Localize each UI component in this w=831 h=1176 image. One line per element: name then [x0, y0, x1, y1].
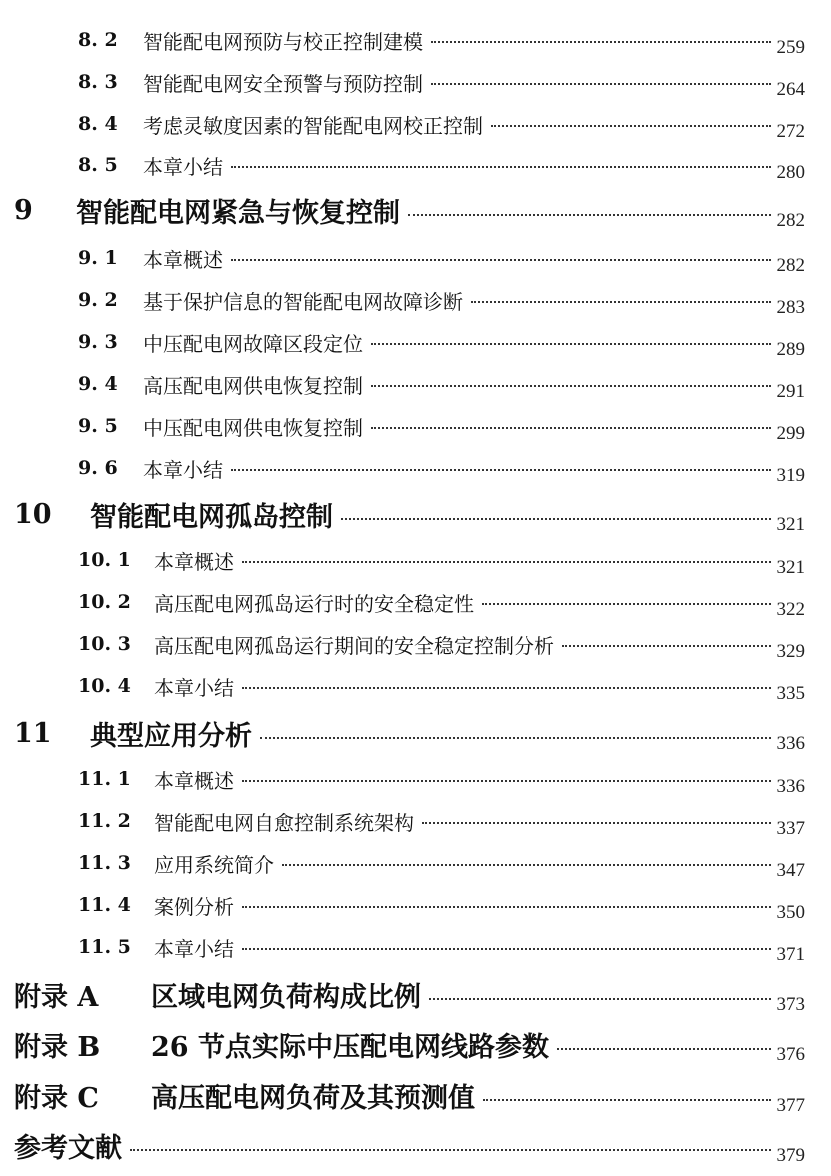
- toc-entry-9-3[interactable]: [0, 322, 831, 362]
- appendix-number: 附录 C: [14, 1082, 99, 1114]
- section-number: 11. 4: [78, 894, 131, 916]
- section-title: 考虑灵敏度因素的智能配电网校正控制: [143, 113, 483, 138]
- toc-entry-8-2[interactable]: [0, 20, 831, 60]
- page-number: 379: [776, 1144, 805, 1166]
- section-number: 9. 6: [78, 457, 118, 479]
- page-number: 336: [776, 775, 805, 797]
- section-number: 11. 2: [78, 810, 131, 832]
- section-number: 9. 3: [78, 331, 118, 353]
- dot-leader: [242, 687, 771, 689]
- dot-leader: [471, 301, 771, 303]
- toc-chapter-10[interactable]: [0, 494, 831, 534]
- toc-references[interactable]: [0, 1125, 831, 1165]
- dot-leader: [282, 864, 771, 866]
- chapter-number: 10: [14, 498, 52, 530]
- dot-leader: [422, 822, 771, 824]
- section-number: 10. 1: [78, 549, 131, 571]
- toc-entry-9-5[interactable]: [0, 406, 831, 446]
- chapter-number: 9: [14, 194, 33, 226]
- page-number: 376: [776, 1043, 805, 1065]
- toc-entry-10-1[interactable]: [0, 540, 831, 580]
- section-title: 本章概述: [154, 549, 234, 574]
- dot-leader: [491, 125, 771, 127]
- toc-appendix-a[interactable]: [0, 974, 831, 1014]
- toc-entry-9-4[interactable]: [0, 364, 831, 404]
- section-title: 本章小结: [154, 675, 234, 700]
- section-title: 高压配电网孤岛运行期间的安全稳定控制分析: [154, 633, 554, 658]
- dot-leader: [431, 41, 771, 43]
- page-number: 264: [776, 78, 805, 100]
- dot-leader: [483, 1099, 771, 1101]
- page-number: 371: [776, 943, 805, 965]
- appendix-title: 26 节点实际中压配电网线路参数: [151, 1031, 549, 1063]
- page-number: 319: [776, 464, 805, 486]
- page-number: 282: [776, 254, 805, 276]
- page-number: 322: [776, 598, 805, 620]
- page-number: 321: [776, 513, 805, 535]
- dot-leader: [242, 561, 771, 563]
- section-title: 本章概述: [154, 768, 234, 793]
- dot-leader: [562, 645, 771, 647]
- section-title: 智能配电网预防与校正控制建模: [143, 29, 423, 54]
- toc-entry-10-4[interactable]: [0, 666, 831, 706]
- page-number: 377: [776, 1094, 805, 1116]
- section-title: 应用系统简介: [154, 852, 274, 877]
- dot-leader: [341, 518, 771, 520]
- toc-entry-9-2[interactable]: [0, 280, 831, 320]
- section-number: 8. 5: [78, 154, 118, 176]
- toc-appendix-c[interactable]: [0, 1075, 831, 1115]
- dot-leader: [242, 780, 771, 782]
- dot-leader: [242, 948, 771, 950]
- dot-leader: [242, 906, 771, 908]
- section-number: 9. 1: [78, 247, 118, 269]
- dot-leader: [371, 385, 771, 387]
- section-number: 11. 1: [78, 768, 131, 790]
- toc-entry-11-5[interactable]: [0, 927, 831, 967]
- toc-entry-8-3[interactable]: [0, 62, 831, 102]
- toc-entry-8-4[interactable]: [0, 104, 831, 144]
- page-number: 283: [776, 296, 805, 318]
- page-number: 259: [776, 36, 805, 58]
- toc-entry-11-2[interactable]: [0, 801, 831, 841]
- chapter-number: 11: [14, 717, 52, 749]
- section-title: 高压配电网孤岛运行时的安全稳定性: [154, 591, 474, 616]
- page-number: 335: [776, 682, 805, 704]
- toc-entry-8-5[interactable]: [0, 145, 831, 185]
- chapter-title: 智能配电网紧急与恢复控制: [76, 197, 400, 229]
- appendix-title: 区域电网负荷构成比例: [151, 981, 421, 1013]
- dot-leader: [260, 737, 771, 739]
- section-title: 中压配电网供电恢复控制: [143, 415, 363, 440]
- section-title: 高压配电网供电恢复控制: [143, 373, 363, 398]
- toc-entry-11-1[interactable]: [0, 759, 831, 799]
- chapter-title: 典型应用分析: [90, 720, 252, 752]
- section-number: 8. 2: [78, 29, 118, 51]
- dot-leader: [231, 166, 771, 168]
- appendix-number: 附录 A: [14, 981, 99, 1013]
- toc-entry-10-2[interactable]: [0, 582, 831, 622]
- section-number: 9. 2: [78, 289, 118, 311]
- page-number: 350: [776, 901, 805, 923]
- section-number: 8. 4: [78, 113, 118, 135]
- dot-leader: [371, 343, 771, 345]
- dot-leader: [431, 83, 771, 85]
- section-title: 本章概述: [143, 247, 223, 272]
- toc-entry-9-6[interactable]: [0, 448, 831, 488]
- chapter-title: 智能配电网孤岛控制: [90, 501, 333, 533]
- section-number: 10. 3: [78, 633, 131, 655]
- page-number: 299: [776, 422, 805, 444]
- section-number: 10. 2: [78, 591, 131, 613]
- section-title: 本章小结: [143, 457, 223, 482]
- toc-chapter-9[interactable]: [0, 190, 831, 230]
- page-number: 329: [776, 640, 805, 662]
- page-number: 347: [776, 859, 805, 881]
- section-number: 9. 5: [78, 415, 118, 437]
- section-number: 11. 5: [78, 936, 131, 958]
- page-number: 289: [776, 338, 805, 360]
- page-number: 321: [776, 556, 805, 578]
- dot-leader: [482, 603, 771, 605]
- section-number: 8. 3: [78, 71, 118, 93]
- section-number: 10. 4: [78, 675, 131, 697]
- toc-entry-11-3[interactable]: [0, 843, 831, 883]
- page-number: 282: [776, 209, 805, 231]
- appendix-title: 高压配电网负荷及其预测值: [151, 1082, 475, 1114]
- page-number: 272: [776, 120, 805, 142]
- section-number: 11. 3: [78, 852, 131, 874]
- dot-leader: [408, 214, 771, 216]
- toc-appendix-b[interactable]: [0, 1024, 831, 1064]
- section-number: 9. 4: [78, 373, 118, 395]
- section-title: 中压配电网故障区段定位: [143, 331, 363, 356]
- dot-leader: [429, 998, 771, 1000]
- toc-entry-9-1[interactable]: [0, 238, 831, 278]
- section-title: 智能配电网安全预警与预防控制: [143, 71, 423, 96]
- section-title: 本章小结: [154, 936, 234, 961]
- dot-leader: [231, 469, 771, 471]
- appendix-number: 附录 B: [14, 1031, 101, 1063]
- dot-leader: [371, 427, 771, 429]
- page-number: 291: [776, 380, 805, 402]
- section-title: 基于保护信息的智能配电网故障诊断: [143, 289, 463, 314]
- toc-chapter-11[interactable]: [0, 713, 831, 753]
- toc-entry-11-4[interactable]: [0, 885, 831, 925]
- page-number: 337: [776, 817, 805, 839]
- dot-leader: [130, 1149, 771, 1151]
- dot-leader: [231, 259, 771, 261]
- page-number: 280: [776, 161, 805, 183]
- section-title: 本章小结: [143, 154, 223, 179]
- toc-entry-10-3[interactable]: [0, 624, 831, 664]
- dot-leader: [557, 1048, 771, 1050]
- section-title: 案例分析: [154, 894, 234, 919]
- page-number: 373: [776, 993, 805, 1015]
- section-title: 智能配电网自愈控制系统架构: [154, 810, 414, 835]
- page-number: 336: [776, 732, 805, 754]
- references-title: 参考文献: [14, 1132, 122, 1164]
